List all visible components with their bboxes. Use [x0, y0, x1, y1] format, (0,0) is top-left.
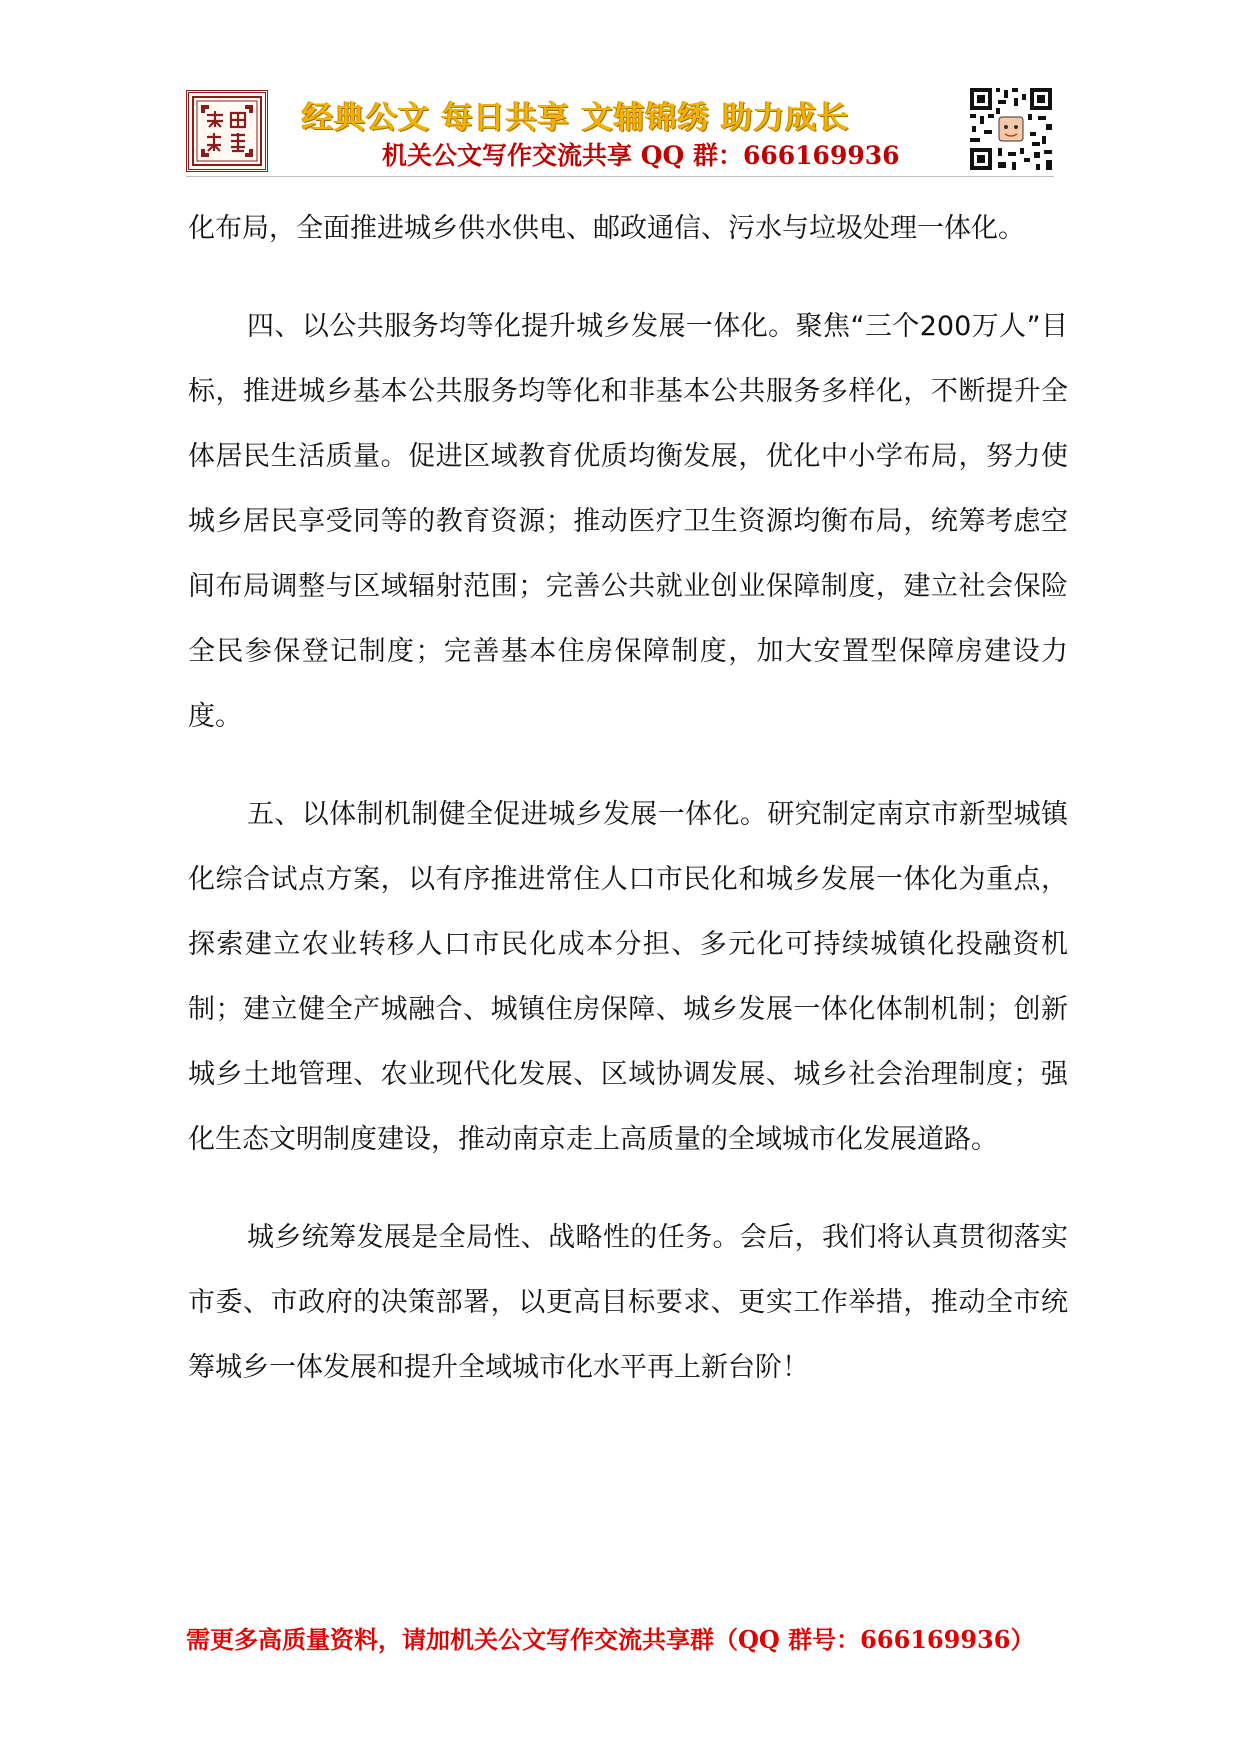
- document-body: [188, 196, 1068, 1433]
- paragraph-conclusion: 城乡统筹发展是全局性、战略性的任务。会后，我们将认真贯彻落实市委、市政府的决策部署，以更高目标要求、更实工作举措，推动全市统筹城乡一体发展和提升全域城市化水平再上新台阶！: [188, 1222, 1068, 1383]
- paragraph-section-four: 四、以公共服务均等化提升城乡发展一体化。聚焦“三个200万人”目标，推进城乡基本公共服务均等化和非基本公共服务多样化，不断提升全体居民生活质量。促进区域教育优质均衡发展，优化中小学布局，努力使城乡居民享受同等的教育资源；推动医疗卫生资源均衡布局，统筹考虑空间布局调整与区域辐射范围；完善公共就业创业保障制度，建立社会保险全民参保登记制度；完善基本住房保障制度，加大安置型保障房建设力度。: [188, 311, 1068, 732]
- header-divider: [186, 176, 1054, 177]
- document-header-banner: [186, 86, 1054, 178]
- logo-seal: [186, 90, 268, 172]
- paragraph-section-five: 五、以体制机制健全促进城乡发展一体化。研究制定南京市新型城镇化综合试点方案，以有序推进常住人口市民化和城乡发展一体化为重点，探索建立农业转移人口市民化成本分担、多元化可持续城镇化投融资机制；建立健全产城融合、城镇住房保障、城乡发展一体化体制机制；创新城乡土地管理、农业现代化发展、区域协调发展、城乡社会治理制度；强化生态文明制度建设，推动南京走上高质量的全域城市化发展道路。: [188, 799, 1068, 1155]
- qr-code-icon: [968, 86, 1054, 172]
- paragraph-continuation: 化布局，全面推进城乡供水供电、邮政通信、污水与垃圾处理一体化。: [188, 213, 1025, 244]
- footer-promo-note: 需更多高质量资料，请加机关公文写作交流共享群（QQ 群号：666169936）: [186, 1625, 1035, 1654]
- seal-icon: [189, 93, 265, 169]
- banner-qq-group: 机关公文写作交流共享 QQ 群：666169936: [382, 141, 900, 170]
- banner-slogan: 经典公文 每日共享 文辅锦绣 助力成长: [302, 100, 850, 136]
